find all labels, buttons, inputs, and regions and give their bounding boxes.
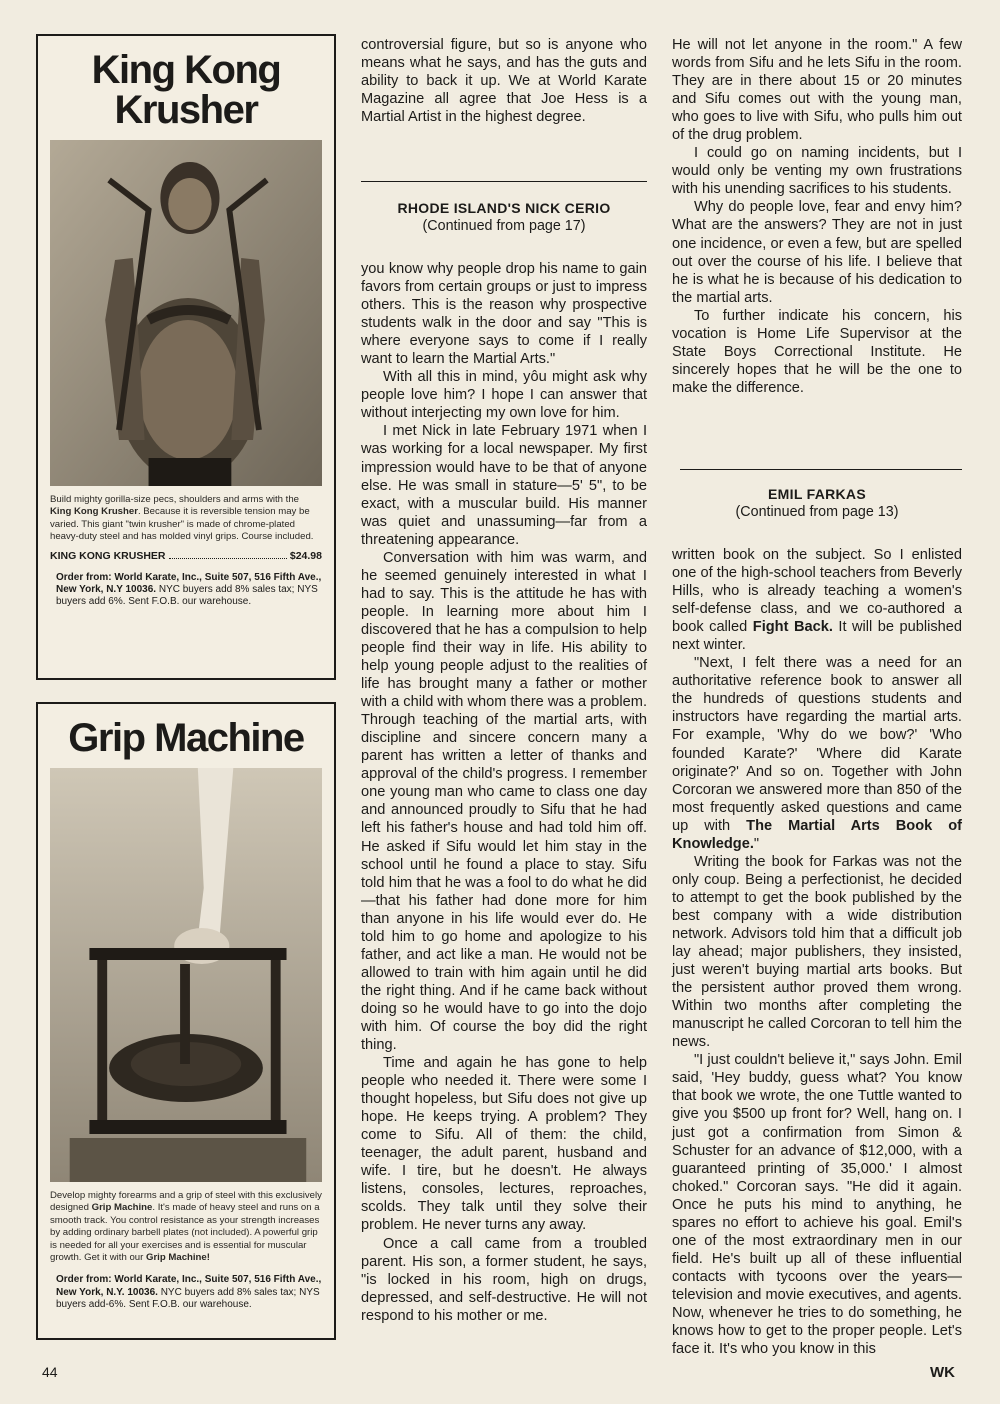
order-info: Order from: World Karate, Inc., Suite 507, 516 Fifth Ave., New York, N.Y 10036. NYC buyers add 8% sales tax; NYS buyers add 6%. Sent F.O.B. our warehouse.	[56, 571, 322, 608]
order-info: Order from: World Karate, Inc., Suite 507, 516 Fifth Ave., New York, N.Y. 10036. NYC buyers add 8% sales tax; NYS buyers add-6%. Sent F.O.B. our warehouse.	[56, 1274, 322, 1311]
section-divider	[361, 181, 647, 182]
page-number: 44	[42, 1364, 58, 1380]
ad-description: Develop mighty forearms and a grip of steel with this exclusively designed Grip Machine. It's made of heavy steel and runs on a smooth track. You control resistance as your strength increases by adding ordinary barbell plates (not included). A powerful grip is needed for all your exercises and is essential for muscular growth. Get it with our Grip Machine!	[50, 1190, 322, 1264]
bodybuilder-illustration	[50, 140, 322, 486]
grip-machine-photo	[50, 768, 322, 1182]
ad-title: Grip Machine	[68, 716, 304, 760]
ad-description: Build mighty gorilla-size pecs, shoulders and arms with the King Kong Krusher. Because it is reversible tension may be varied. This giant "twin krusher" is made of chrome-plated heavy-duty steel and has molded vinyl grips. Course included.	[50, 494, 314, 543]
bodybuilder-photo	[50, 140, 322, 486]
farkas-heading: EMIL FARKAS (Continued from page 13)	[735, 486, 899, 520]
farkas-article-body: written book on the subject. So I enlisted one of the high-school teachers from Beverly Hills, who is already teaching a women's self-defense class, and we co-authored a book called Fight Back. It will be published next winter. "Next, I felt there was a need for an authoritative reference book to answer all the hundreds of questions students and instructors have regarding the martial arts. For example, 'Why do we bow?' 'Who founded Karate?' 'Where did Karate originate?' And so on. Together with John Corcoran we answered more than 850 of the most frequently asked questions and came up with The Martial Arts Book of Knowledge." Writing the book for Farkas was not the only coup. Being a perfectionist, he decided to attempt to get the book published by the best company with a wide distribution network. Advisors told him that a difficult job lay ahead; major publishers, they insisted, just weren't buying martial arts books. But the persistent author proved them wrong. Within two months after completing the manuscript he called Corcoran to tell him the news. "I just couldn't believe it," says John. Emil said, 'Hey buddy, guess what? You know that book we wrote, the one Tuttle wanted to give you $500 up front for? Well, hang on. I just got a confirmation from Simon & Schuster for an advance of $12,000, with a guaranteed printing of 35,000.' I almost choked." Corcoran says. "He did it again. Once he puts his mind to anything, he spares no effort to achieve his goal. Emil's one of the most extraordinary men in our field. He's built up all of these influential contacts with tycoons over the years—television and movie executives, and agents. Now, whenever he tries to do something, he knows how to get to the proper people. Let's face it. It's who you know in this	[672, 547, 963, 1358]
ad-title: King Kong Krusher	[91, 48, 281, 132]
price-line: KING KONG KRUSHER $24.98	[50, 549, 322, 562]
magazine-initials: WK	[930, 1364, 955, 1381]
king-kong-krusher-ad	[36, 34, 336, 680]
joe-hess-article-end: controversial figure, but so is anyone who means what he says, and has the guts and ability to back it up. We at World Karate Magazine all agree that Joe Hess is a Martial Artist in the highest degree.	[361, 37, 647, 126]
cerio-article-continued: He will not let anyone in the room." A few words from Sifu and he lets Sifu in the room. They are in there about 15 or 20 minutes and Sifu comes out with the young man, who goes to live with Sifu, who pulls him out of the drug problem. I could go on naming incidents, but I would only be venting my own frustrations with his unending sacrifices to his students. Why do people love, fear and envy him? What are the answers? They are not in just one incidence, or even a few, but are spelled out over the course of his life. I believe that he is what he is because of his dedication to the martial arts. To further indicate his concern, his vocation is Home Life Supervisor at the State Boys Correctional Institute. He sincerely hopes that he will be the one to make the difference.	[672, 37, 962, 396]
cerio-article-body: you know why people drop his name to gain favors from certain groups or just to impress others. This is the reason why prospective students walk in the door and say "This is where everyone says to come if I really want to learn the Martial Arts." With all this in mind, yôu might ask why people love him? I hope I can answer that without interjecting my own love for him. I met Nick in late February 1971 when I was working for a local newspaper. My first impression would have to be that of anyone else. He was small in stature—5' 5", to be exact, with a muscular build. His manner was quiet and unassuming—far from a threatening appearance. Conversation with him was warm, and he seemed genuinely interested in what I had to say. This is the attitude he has with people. In learning more about him I discovered that he has a compulsion to help people find their way in life. His ability to help young people adjust to the realities of life has brought many a father or mother with a child with whom there was a problem. Through teaching of the martial arts, with discipline and sincere concern many a parent has written a letter of thanks and approval of the child's progress. I remember one young man who came to class one day and announced proudly to Sifu that he had left his father's house and had told him off. He asked if Sifu would let him stay in the school until he found a place to stay. Sifu told him that he was a fool to do what he did—that his father had done more for him than anyone in his life would ever do. He told him to go home and apologize to his father, and act like a man. He would not be allowed to train with him again until he did the right thing. And if he came back without doing so he would have to go into the dojo with him. Of course the boy did the right thing. Time and again he has gone to help people who needed it. There were some I thought hopeless, but Sifu does not give up hope. He keeps trying. A problem? They come to Sifu. All of them: the child, teenager, the adult parent, husband and wife. I tire, but he doesn't. He always listens, consoles, lectures, reproaches, scolds. They talk until they solve their problem. He never turns any away. Once a call came from a troubled parent. His son, a former student, he says, "is locked in his room, high on drugs, depressed, and self-destructive. He will not respond to his mother or me.	[361, 261, 647, 1324]
grip-machine-illustration	[50, 768, 322, 1182]
cerio-heading: RHODE ISLAND'S NICK CERIO (Continued from page 17)	[397, 200, 611, 234]
grip-machine-ad	[36, 702, 336, 1340]
section-divider	[680, 469, 962, 470]
